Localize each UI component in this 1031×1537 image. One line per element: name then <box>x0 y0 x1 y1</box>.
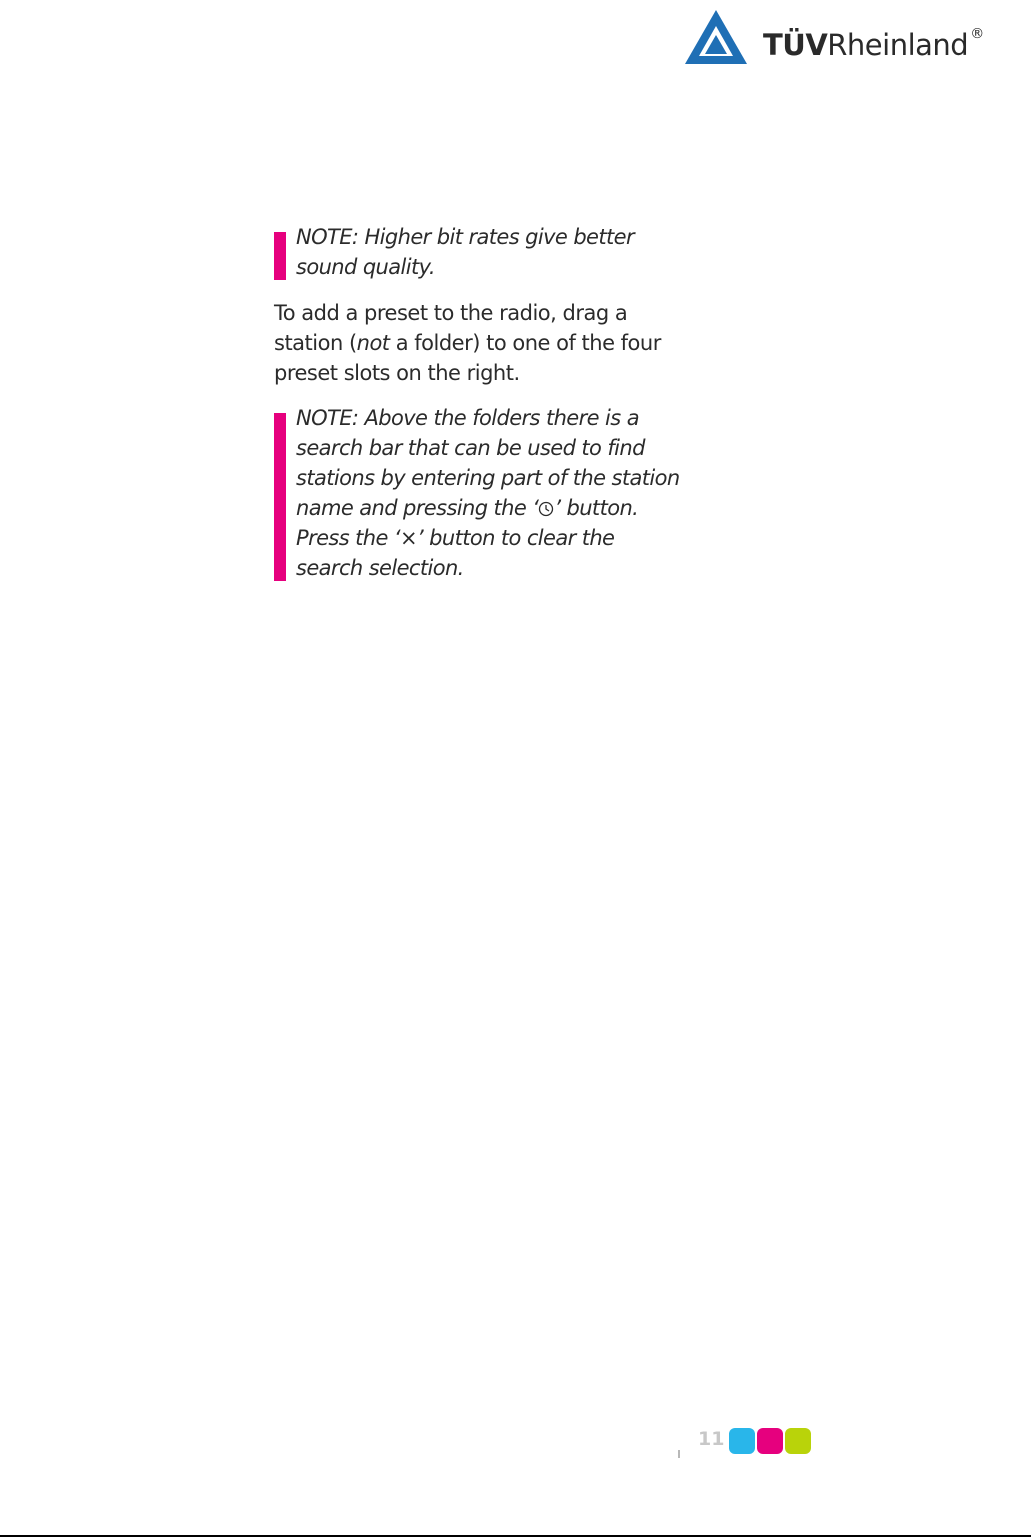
preset-instruction: To add a preset to the radio, drag a station (not a folder) to one of the four preset slots on the right. <box>274 301 661 385</box>
note-accent-bar <box>274 232 286 280</box>
triangle-logo-icon <box>683 8 749 68</box>
logo-wordmark: TÜVRheinland ® <box>763 26 984 62</box>
page-footer <box>675 1428 815 1458</box>
tuv-rheinland-logo <box>683 8 1013 68</box>
note-text: NOTE: Higher bit rates give better sound quality. <box>296 225 634 279</box>
footer-tick <box>678 1450 680 1458</box>
color-square-lime <box>785 1428 811 1454</box>
note-accent-bar <box>274 413 286 581</box>
search-button-icon <box>538 495 554 511</box>
color-square-magenta <box>757 1428 783 1454</box>
note-search-bar: NOTE: Above the folders there is a search bar that can be used to find stations by entering part of the station name and pressing the ‘ ’ button. Press the ‘×’ button to clear the search selection. <box>274 403 684 583</box>
color-square-cyan <box>729 1428 755 1454</box>
page-number: 11 <box>698 1428 725 1450</box>
note-bit-rates <box>274 222 684 282</box>
